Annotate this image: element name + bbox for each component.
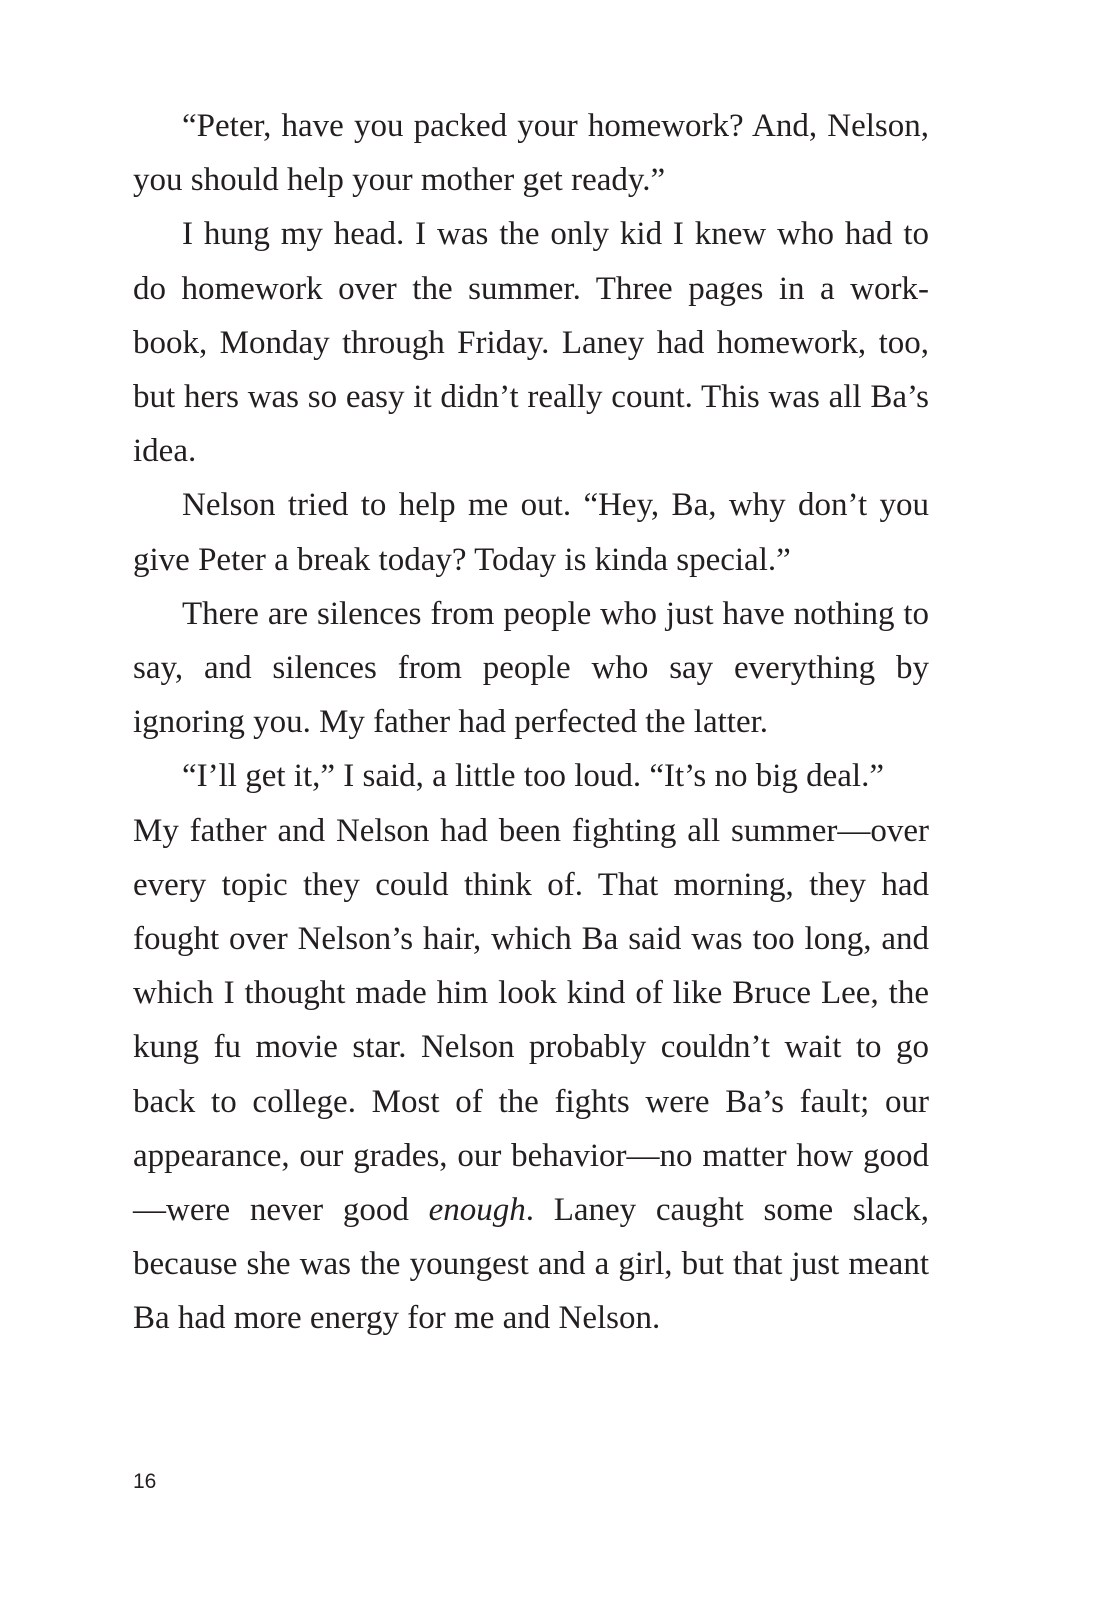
body-text [133,99,929,1346]
emphasized-word: enough [428,1192,526,1229]
paragraph-text: . Laney caught some slack, because she was the youngest and a girl, but that just meant Ba had more energy for me and Nelson. [133,1192,929,1337]
page-number: 16 [133,1470,157,1493]
paragraph-continuation [133,804,929,1346]
paragraph: Nelson tried to help me out. “Hey, Ba, why don’t you give Peter a break today? Today is kinda special.” [133,487,929,578]
paragraph-text: My father and Nelson had been fighting all summer—over every topic they could think of. That morning, they had fought over Nelson’s hair, which Ba said was too long, and which I thought made him look kind of like Bruce Lee, the kung fu movie star. Nelson probably couldn’t wait to go back to college. Most of the fights were Ba’s fault; our appearance, our grades, our behavior—no matter how good—were never good [133,812,929,1229]
paragraph: “Peter, have you packed your homework? And, Nelson, you should help your mother get ready.” [133,108,929,199]
paragraph: There are silences from people who just have nothing to say, and silences from people who say everything by ignoring you. My father had perfected the latter. [133,595,929,741]
paragraph: I hung my head. I was the only kid I knew who had to do homework over the summer. Three pages in a work-book, Monday through Friday. Laney had homework, too, but hers was so easy it didn’t really count. This was all Ba’s idea. [133,216,929,470]
paragraph: “I’ll get it,” I said, a little too loud. “It’s no big deal.” [182,758,884,795]
